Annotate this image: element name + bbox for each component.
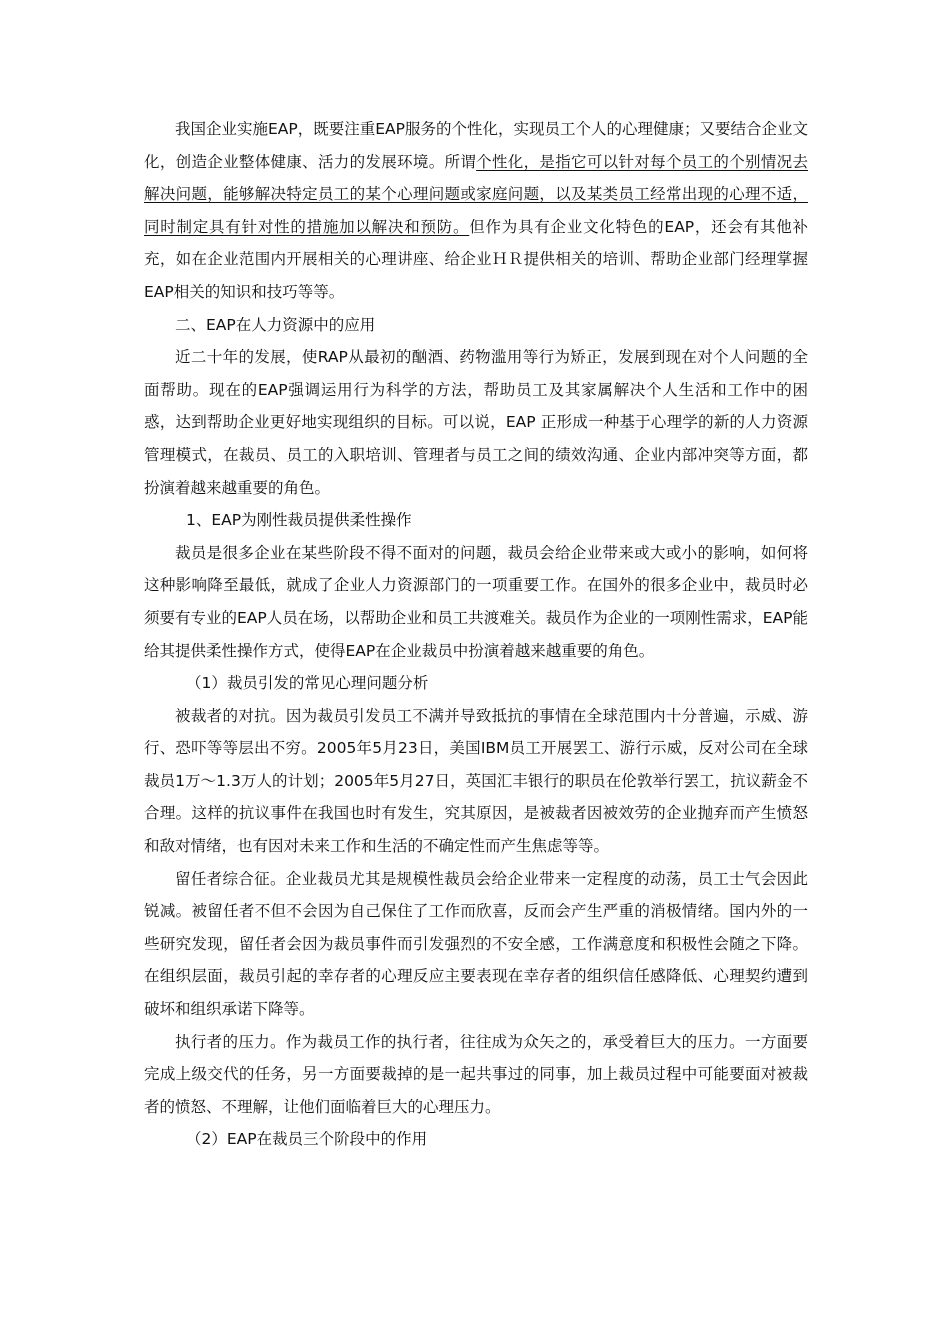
subsection-heading-three-stages: （2）EAP在裁员三个阶段中的作用: [186, 1130, 428, 1149]
subsection-heading-psych-issues: （1）裁员引发的常见心理问题分析: [186, 674, 429, 693]
paragraph-layoff-intro: 裁员是很多企业在某些阶段不得不面对的问题，裁员会给企业带来或大或小的影响，如何将这种影响降至最低，就成了企业人力资源部门的一项重要工作。在国外的很多企业中，裁员时必须要有专业的EAP人员在场，以帮助企业和员工共渡难关。裁员作为企业的一项刚性需求，EAP能给其提供柔性操作方式，使得EAP在企业裁员中扮演着越来越重要的角色。: [144, 543, 808, 660]
paragraph-text: 我国企业实施EAP，既要注重EAP服务的个性化，实现员工个人的心理健康；又要结合企业文化，创造企业整体健康、活力的发展环境。所谓: [144, 120, 808, 171]
document-body: [144, 113, 808, 1156]
subsection-heading-layoff: 1、EAP为刚性裁员提供柔性操作: [186, 511, 412, 530]
paragraph-eap-personalization: [144, 113, 808, 309]
paragraph-eap-development: 近二十年的发展，使RAP从最初的酗酒、药物滥用等行为矫正，发展到现在对个人问题的全面帮助。现在的EAP强调运用行为科学的方法，帮助员工及其家属解决个人生活和工作中的困惑，达到帮助企业更好地实现组织的目标。可以说，EAP 正形成一种基于心理学的新的人力资源管理模式，在裁员、员工的入职培训、管理者与员工之间的绩效沟通、企业内部冲突等方面，都扮演着越来越重要的角色。: [144, 348, 808, 497]
section-heading-hr-application: 二、EAP在人力资源中的应用: [175, 315, 376, 334]
paragraph-executor-pressure: 执行者的压力。作为裁员工作的执行者，往往成为众矢之的，承受着巨大的压力。一方面要完成上级交代的任务，另一方面要裁掉的是一起共事过的同事，加上裁员过程中可能要面对被裁者的愤怒、不理解，让他们面临着巨大的心理压力。: [144, 1032, 808, 1116]
paragraph-text: 但作为具有企业文化特色的EAP，还会有其他补充，如在企业范围内开展相关的心理讲座、给企业ＨＲ提供相关的培训、帮助企业部门经理掌握EAP相关的知识和技巧等等。: [144, 217, 808, 301]
paragraph-survivor-syndrome: 留任者综合征。企业裁员尤其是规模性裁员会给企业带来一定程度的动荡，员工士气会因此锐减。被留任者不但不会因为自己保住了工作而欣喜，反而会产生严重的消极情绪。国内外的一些研究发现，留任者会因为裁员事件而引发强烈的不安全感，工作满意度和积极性会随之下降。在组织层面，裁员引起的幸存者的心理反应主要表现在幸存者的组织信任感降低、心理契约遭到破坏和组织承诺下降等。: [144, 869, 808, 1019]
paragraph-laid-off-resistance: 被裁者的对抗。因为裁员引发员工不满并导致抵抗的事情在全球范围内十分普遍，示威、游行、恐吓等等层出不穷。2005年5月23日，美国IBM员工开展罢工、游行示威，反对公司在全球裁员1万～1.3万人的计划；2005年5月27日，英国汇丰银行的职员在伦敦举行罢工，抗议薪金不合理。这样的抗议事件在我国也时有发生，究其原因，是被裁者因被效劳的企业抛弃而产生愤怒和敌对情绪，也有因对未来工作和生活的不确定性而产生焦虑等等。: [144, 706, 808, 856]
underlined-definition: 个性化，是指它可以针对每个员工的个别情况去解决问题，能够解决特定员工的某个心理问题或家庭问题，以及某类员工经常出现的心理不适，同时制定具有针对性的措施加以解决和预防。: [144, 152, 808, 236]
